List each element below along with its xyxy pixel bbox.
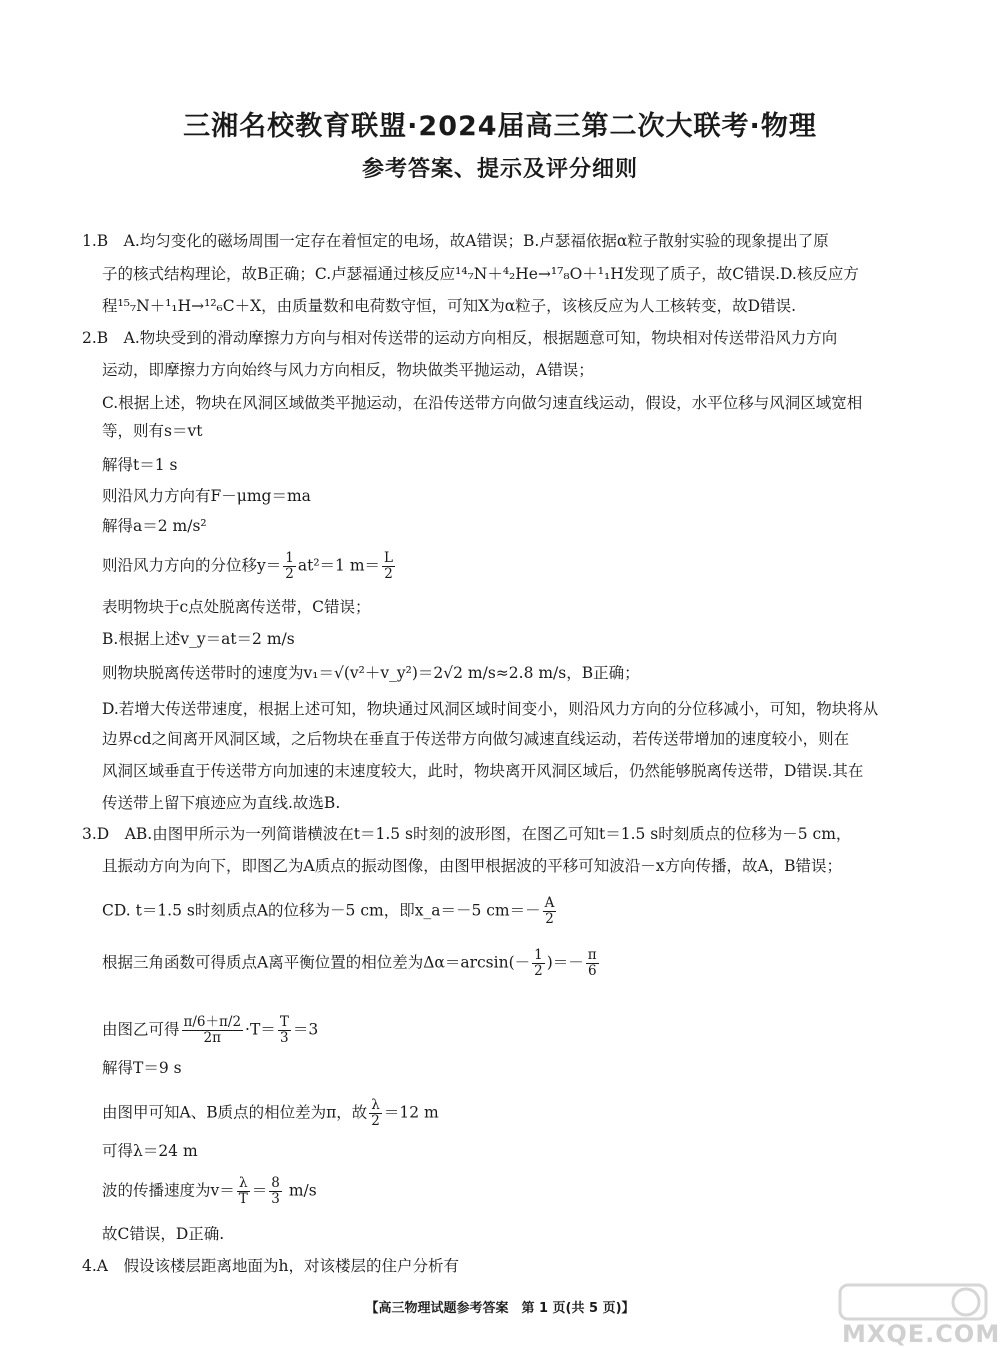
- text-line: 且振动方向为向下，即图乙为A质点的振动图像，由图甲根据波的平移可知波沿－x方向传播，故A，B错误；: [102, 857, 843, 875]
- numerator: L: [384, 550, 393, 566]
- formula-line: [102, 1176, 317, 1207]
- page-footer: 【高三物理试题参考答案 第 1 页(共 5 页)】: [365, 1301, 635, 1316]
- text-line: 则物块脱离传送带时的速度为v₁＝√(v²＋v_y²)＝2√2 m/s≈2.8 m/s，B正确；: [102, 664, 640, 682]
- text-segment: 波的传播速度为v＝: [102, 1181, 235, 1200]
- fraction: [237, 1176, 250, 1207]
- denominator: 2π: [203, 1030, 222, 1046]
- text-segment: ·T＝: [245, 1020, 276, 1039]
- denominator: 6: [587, 963, 597, 979]
- page-title: 三湘名校教育联盟·2024届高三第二次大联考·物理: [183, 111, 817, 142]
- denominator: 3: [271, 1191, 280, 1207]
- numerator: T: [279, 1014, 289, 1030]
- text-segment: CD. t＝1.5 s时刻质点A的位移为－5 cm，即x_a＝－5 cm＝－: [102, 901, 541, 920]
- text-line: 解得T＝9 s: [102, 1059, 182, 1077]
- fraction: [269, 1176, 282, 1207]
- fraction: [278, 1015, 291, 1046]
- denominator: 2: [384, 566, 393, 582]
- text-line: 1.B A.均匀变化的磁场周围一定存在着恒定的电场，故A错误；B.卢瑟福依据α粒子散射实验的现象提出了原: [82, 232, 829, 250]
- text-segment: ＝3: [292, 1020, 319, 1039]
- text-line: 子的核式结构理论，故B正确；C.卢瑟福通过核反应¹⁴₇N＋⁴₂He→¹⁷₈O＋¹₁H发现了质子，故C错误.D.核反应方: [102, 265, 859, 283]
- text-line: 运动，即摩擦力方向始终与风力方向相反，物块做类平抛运动，A错误；: [102, 361, 594, 379]
- fraction: [369, 1098, 382, 1129]
- fraction: [532, 948, 545, 979]
- text-segment: )＝－: [546, 953, 584, 972]
- text-line: 传送带上留下痕迹应为直线.故选B.: [102, 794, 341, 812]
- formula-line: [102, 1098, 439, 1129]
- text-line: 可得λ＝24 m: [102, 1142, 198, 1160]
- numerator: λ: [371, 1097, 380, 1113]
- text-line: 边界cd之间离开风洞区域，之后物块在垂直于传送带方向做匀减速直线运动，若传送带增加的速度较小，则在: [102, 730, 850, 748]
- text-line: 4.A 假设该楼层距离地面为h，对该楼层的住户分析有: [82, 1257, 459, 1275]
- watermark-text: MXQE.COM: [842, 1320, 1000, 1348]
- fraction: [283, 551, 296, 582]
- text-segment: 由图乙可得: [102, 1020, 180, 1039]
- formula-line: [102, 551, 397, 582]
- text-segment: at²＝1 m＝: [297, 556, 381, 575]
- text-line: B.根据上述v_y＝at＝2 m/s: [102, 630, 295, 648]
- numerator: 1: [534, 947, 543, 963]
- text-segment: m/s: [283, 1181, 317, 1200]
- numerator: 8: [271, 1175, 280, 1191]
- numerator: π/6＋π/2: [183, 1014, 242, 1030]
- formula-line: [102, 896, 558, 927]
- text-line: D.若增大传送带速度，根据上述可知，物块通过风洞区域时间变小，则沿风力方向的分位移减小，可知，物块将从: [102, 700, 879, 718]
- text-line: 3.D AB.由图甲所示为一列简谐横波在t＝1.5 s时刻的波形图，在图乙可知t＝1.5 s时刻质点的位移为－5 cm，: [82, 825, 852, 843]
- text-segment: ＝: [251, 1181, 268, 1200]
- text-line: 程¹⁵₇N＋¹₁H→¹²₆C＋X，由质量数和电荷数守恒，可知X为α粒子，该核反应为人工核转变，故D错误.: [102, 297, 797, 315]
- text-line: 则沿风力方向有F－μmg＝ma: [102, 487, 311, 505]
- fraction: [182, 1015, 244, 1046]
- denominator: 3: [280, 1030, 289, 1046]
- text-line: 等，则有s＝vt: [102, 422, 203, 440]
- formula-line: [102, 948, 601, 979]
- text-line: 风洞区域垂直于传送带方向加速的末速度较大，此时，物块离开风洞区域后，仍然能够脱离传送带，D错误.其在: [102, 762, 864, 780]
- text-line: 解得t＝1 s: [102, 456, 178, 474]
- numerator: 1: [285, 550, 294, 566]
- text-line: C.根据上述，物块在风洞区域做类平抛运动，在沿传送带方向做匀速直线运动，假设，水平位移与风洞区域宽相: [102, 394, 863, 412]
- text-line: 故C错误，D正确.: [102, 1225, 225, 1243]
- numerator: λ: [238, 1175, 248, 1191]
- text-line: 解得a＝2 m/s²: [102, 517, 207, 535]
- numerator: π: [587, 947, 597, 963]
- fraction: [382, 551, 395, 582]
- text-line: 2.B A.物块受到的滑动摩擦力方向与相对传送带的运动方向相反，根据题意可知，物块相对传送带沿风力方向: [82, 329, 838, 347]
- text-segment: 由图甲可知A、B质点的相位差为π，故: [102, 1103, 368, 1122]
- fraction: [586, 948, 599, 979]
- numerator: A: [544, 895, 555, 911]
- page-subtitle: 参考答案、提示及评分细则: [361, 157, 638, 182]
- denominator: 2: [371, 1113, 380, 1129]
- text-segment: 则沿风力方向的分位移y＝: [102, 556, 282, 575]
- formula-line: [102, 1015, 318, 1046]
- denominator: 2: [534, 963, 543, 979]
- fraction: [543, 896, 557, 927]
- text-line: 表明物块于c点处脱离传送带，C错误；: [102, 598, 371, 616]
- text-segment: ＝12 m: [383, 1103, 439, 1122]
- denominator: T: [238, 1191, 248, 1207]
- denominator: 2: [545, 911, 554, 927]
- text-segment: 根据三角函数可得质点A离平衡位置的相位差为Δα＝arcsin(－: [102, 953, 531, 972]
- denominator: 2: [285, 566, 294, 582]
